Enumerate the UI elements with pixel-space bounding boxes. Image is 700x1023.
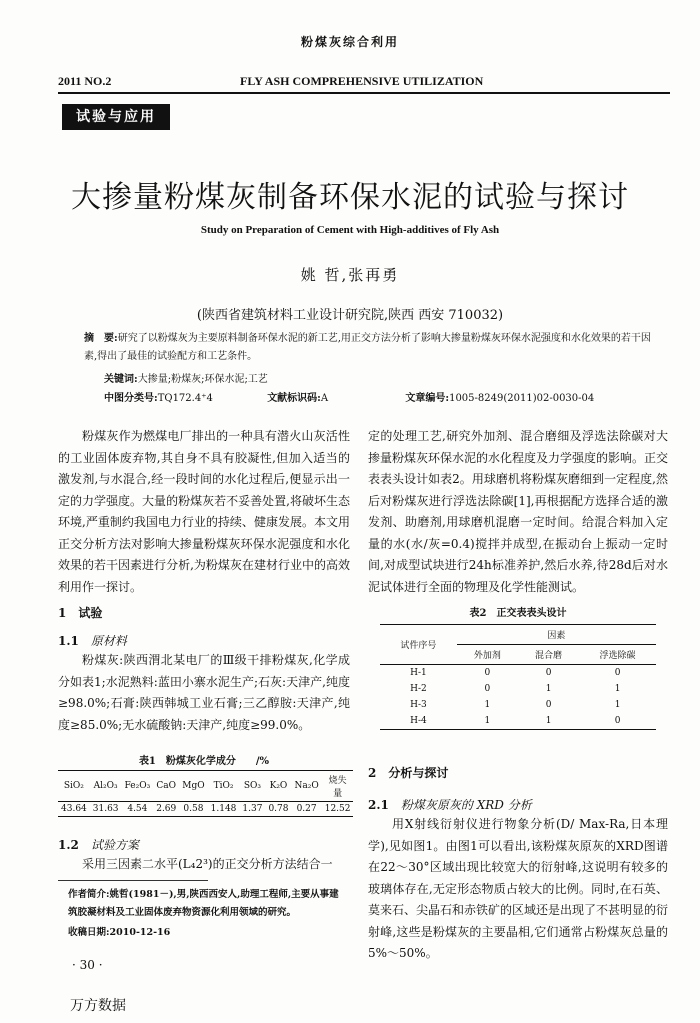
journal-title-cn: 粉煤灰综合利用: [300, 35, 399, 49]
table-2-cell: 0: [545, 700, 552, 710]
table-1-value-cell: 2.69: [156, 804, 177, 814]
abstract-label: 摘 要:: [84, 333, 118, 344]
abstract: [84, 330, 654, 366]
table-2-cell: 1: [614, 700, 621, 710]
section-tag: 试验与应用: [62, 104, 170, 130]
table-2-caption: 表2 正交表表头设计: [469, 608, 567, 619]
section-1-1-number: 1.1: [58, 634, 79, 648]
section-1-2-title: 试验方案: [90, 838, 139, 852]
issue-number: 2011 NO.2: [58, 74, 112, 88]
section-2-1-number: 2.1: [368, 798, 389, 812]
table-2-cell: 1: [484, 700, 491, 710]
section-1-heading: 1 试验: [58, 606, 103, 620]
table-1-header-cell: MgO: [182, 781, 205, 791]
article-title: 大掺量粉煤灰制备环保水泥的试验与探讨: [71, 180, 629, 215]
header-rule: [58, 92, 670, 94]
section-1-1-title: 原材料: [90, 634, 127, 648]
table-1-value-cell: 1.148: [210, 804, 237, 814]
table-2-cell: 0: [614, 716, 621, 726]
table-2-factor-header: 混合磨: [535, 651, 563, 661]
clc-label: 中图分类号:: [104, 393, 158, 404]
article-no-value: 1005-8249(2011)02-0030-04: [449, 393, 595, 404]
method-paragraph: 定的处理工艺,研究外加剂、混合磨细及浮选法除碳对大掺量粉煤灰环保水泥的水化程度及力学强度的影响。正交表表头设计如表2。用球磨机将粉煤灰磨细到一定程度,然后对粉煤灰进行浮选法除碳[1],再根据配方选择合适的激发剂、助磨剂,用球磨机混磨一定时间。给混合料加入定量的水(水/灰=0.4)搅拌并成型,在振动台上振动一定时间,对成型试块进行24h标准养护,然后水养,待28d后对水泥试体进行全面的物理及化学性能测试。: [368, 429, 669, 594]
table-1-value-cell: 0.58: [183, 804, 204, 814]
doc-code-value: A: [320, 393, 329, 404]
article-no-label: 文章编号:: [405, 393, 450, 404]
table-1-header-cell: Al₂O₃: [93, 781, 118, 791]
keywords-label: 关键词:: [104, 374, 138, 385]
table-1-value-cell: 1.37: [242, 804, 263, 814]
doc-code-label: 文献标识码:: [267, 393, 321, 404]
table-2-group-header: 因素: [457, 625, 656, 645]
affiliation: (陕西省建筑材料工业设计研究院,陕西 西安 710032): [196, 308, 504, 323]
clc-value: TQ172.4⁺4: [157, 393, 213, 404]
table-1-header-cell: 烧失量: [328, 776, 347, 799]
abstract-text: 研究了以粉煤灰为主要原料制备环保水泥的新工艺,用正交方法分析了影响大掺量粉煤灰环保水泥强度和水化效果的若干因素,得出了最佳的试验配方和工艺条件。: [84, 333, 651, 362]
table-1-header-cell: SiO₂: [63, 781, 84, 791]
table-2-factor-header: 外加剂: [473, 651, 501, 661]
table-1-value-cell: 4.54: [127, 804, 148, 814]
table-1-value-cell: 0.78: [268, 804, 289, 814]
section-2-1-heading: [368, 796, 532, 813]
table-1-header-cell: SO₃: [243, 781, 261, 791]
table-row: [380, 713, 656, 730]
section-1-2-heading: [58, 836, 139, 853]
table-2-col0-header: 试件序号: [380, 625, 457, 665]
section-1-2-text: 采用三因素二水平(L₄2³)的正交分析方法结合一: [82, 857, 333, 871]
classification-line: [104, 389, 664, 404]
section-1-1-heading: [58, 632, 127, 649]
table-1-header-cell: CaO: [156, 781, 177, 791]
table-row: [380, 681, 656, 697]
keywords-text: 大掺量;粉煤灰;环保水泥;工艺: [137, 374, 268, 385]
table-1-value-cell: 31.63: [92, 804, 119, 814]
footnote-rule: [58, 880, 208, 881]
table-1-value-cell: 0.27: [296, 804, 317, 814]
section-2-1-title: 粉煤灰原灰的 XRD 分析: [400, 798, 532, 812]
table-2-cell: 1: [545, 716, 552, 726]
authors: 姚 哲,张再勇: [300, 266, 400, 284]
table-row: [380, 697, 656, 713]
table-2-cell: 1: [484, 716, 491, 726]
table-1-header-cell: Na₂O: [294, 781, 319, 791]
table-1-value-cell: 12.52: [324, 804, 351, 814]
table-1: [58, 770, 353, 817]
table-2-cell: 0: [484, 684, 491, 694]
table-1-value-cell: 43.64: [61, 804, 87, 814]
table-2-row-id: H-3: [410, 700, 427, 710]
article-title-en: Study on Preparation of Cement with High-additives of Fly Ash: [200, 224, 500, 236]
materials-paragraph: 粉煤灰:陕西渭北某电厂的Ⅲ级干排粉煤灰,化学成分如表1;水泥熟料:蓝田小寨水泥生产;石灰:天津产,纯度≥98.0%;石膏:陕西韩城工业石膏;三乙醇胺:天津产,纯度≥85.0%;无水硫酸钠:天津产,纯度≥99.0%。: [58, 653, 350, 732]
table-2-cell: 0: [614, 668, 621, 678]
table-1-header-cell: K₂O: [269, 781, 288, 791]
table-2-cell: 1: [545, 684, 552, 694]
section-1-2-number: 1.2: [58, 838, 79, 852]
footnote-author: 作者简介:姚哲(1981－),男,陕西西安人,助理工程师,主要从事建筑胶凝材料及工业固体废弃物资源化利用领域的研究。: [68, 889, 339, 918]
table-2-cell: 0: [484, 668, 491, 678]
table-2-row-id: H-1: [410, 668, 427, 678]
table-row: [380, 665, 656, 682]
section-2-heading: 2 分析与探讨: [368, 766, 449, 780]
table-2-factor-header: 浮选除碳: [599, 651, 636, 661]
table-1-header-cell: TiO₂: [213, 781, 234, 791]
table-2-cell: 0: [545, 668, 552, 678]
table-2-cell: 1: [614, 684, 621, 694]
intro-paragraph: 粉煤灰作为燃煤电厂排出的一种具有潜火山灰活性的工业固体废弃物,其自身不具有胶凝性,但加入适当的激发剂,与水混合,经一段时间的水化过程后,便显示出一定的力学强度。大量的粉煤灰若不妥善处置,将破坏生态环境,严重制约我国电力行业的持续、健康发展。本文用正交分析方法对影响大掺量粉煤灰环保水泥强度和水化效果的若干因素进行分析,为粉煤灰在建材行业中的高效利用作一探讨。: [58, 429, 350, 594]
journal-title-en: FLY ASH COMPREHENSIVE UTILIZATION: [240, 74, 484, 88]
table-2: [380, 624, 656, 730]
table-2-row-id: H-4: [410, 716, 427, 726]
table-2-row-id: H-2: [410, 684, 427, 694]
watermark: 万方数据: [70, 998, 126, 1014]
table-1-caption: 表1 粉煤灰化学成分 /%: [138, 756, 270, 767]
footnote-date: 收稿日期:2010-12-16: [68, 927, 171, 938]
keywords: [104, 370, 268, 385]
xrd-paragraph: 用X射线衍射仪进行物象分析(D/ Max-Ra,日本理学),见如图1。由图1可以看出,该粉煤灰原灰的XRD图谱在22～30°区域出现比较宽大的衍射峰,这说明有较多的玻璃体存在,无定形态物质占较大的比例。同时,在石英、莫来石、尖晶石和赤铁矿的区域还是出现了不甚明显的衍射峰,这些是粉煤灰的主要晶相,它们通常占粉煤灰总量的5%～50%。: [368, 817, 669, 960]
page-number: · 30 ·: [72, 958, 103, 972]
table-1-header-cell: Fe₂O₃: [124, 781, 151, 791]
